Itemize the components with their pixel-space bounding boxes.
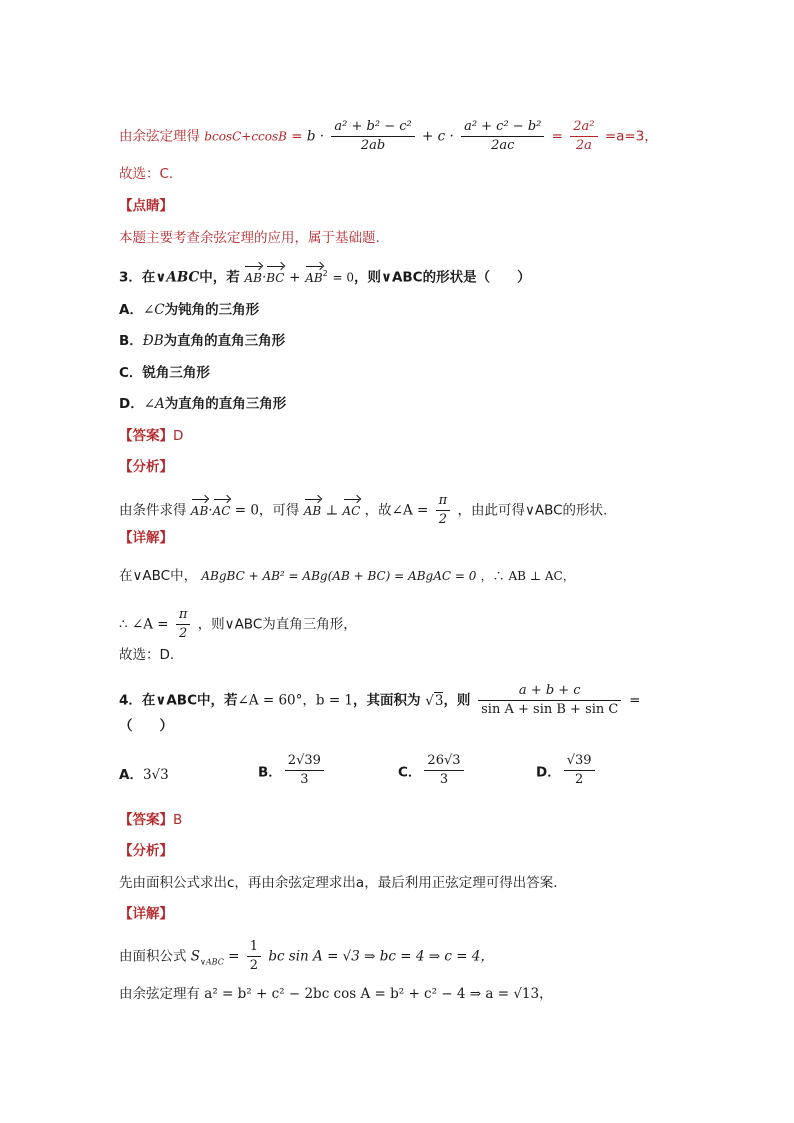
q3-option-d[interactable]: D．∠A为直角的直角三角形	[119, 396, 287, 412]
eq-sign-2: =	[551, 128, 563, 145]
choice-c-line: 故选：C.	[119, 166, 174, 182]
q4-option-d[interactable]: D． $\frac{√39}{2}$	[536, 752, 598, 789]
fraction-1: $\frac{\text{a² + b² − c²}}{2ab}$	[331, 118, 414, 155]
q4-analysis: 先由面积公式求出c，再由余弦定理求出a，最后利用正弦定理可得出答案.	[119, 875, 558, 891]
vec-ab-2: AB	[305, 268, 322, 288]
q4-option-a[interactable]: A．3√3	[119, 767, 169, 783]
q4-stem: 4．在∨ABC中，若∠A = 60°，b = 1，其面积为 √3，则 $\frac{a + b + c}{\text{sin A + sin B + sin C}}$ =	[119, 683, 641, 717]
vec-bc: BC	[266, 268, 284, 288]
q4-fraction: $\frac{a + b + c}{\text{sin A + sin B + sin C}}$	[478, 682, 621, 719]
q3-detail-1: 在∨ABC中， ABgBC + AB² = ABg(AB + BC) = ABgAC = 0 ，∴ AB ⊥ AC，	[119, 568, 575, 584]
pi-over-2-b: $\frac{\pi}{2}$	[176, 606, 191, 643]
lhs-expr: bcosC+ccosB	[204, 129, 287, 144]
q3-answer: 【答案】D	[119, 428, 184, 444]
q3-detail-header: 【详解】	[119, 530, 173, 546]
q4-detail-header: 【详解】	[119, 906, 173, 922]
fraction-2: $\frac{\text{a² + c² − b²}}{2ac}$	[461, 118, 544, 155]
q3-option-c[interactable]: C．锐角三角形	[119, 365, 210, 381]
q4-option-c[interactable]: C． $\frac{26√3}{3}$	[398, 752, 467, 789]
q3-choice: 故选：D.	[119, 647, 175, 663]
q4-detail-1: 由面积公式 $S_{\vee ABC}$ = $\frac{1}{2}$ bc sin A = √3 ⇒ bc = 4 ⇒ c = 4，	[119, 939, 494, 973]
q4-analysis-header: 【分析】	[119, 843, 173, 859]
q3-option-a[interactable]: A．∠C为钝角的三角形	[119, 302, 260, 318]
q4-detail-2: 由余弦定理有 a² = b² + c² − 2bc cos A = b² + c² − 4 ⇒ a = √13，	[119, 986, 553, 1002]
q3-stem: 3．在∨ABC中，若 $AB\cdot BC + AB^2 = 0$，则∨ABC的形状是（ ）	[119, 269, 531, 286]
pi-over-2: $\frac{\pi}{2}$	[436, 492, 451, 529]
c-coef: + c ·	[422, 128, 454, 145]
detail-expression: ABgBC + AB² = ABg(AB + BC) = ABgAC = 0	[201, 569, 477, 583]
q3-analysis: 由条件求得 AB·AC = 0，可得 AB ⊥ AC ，故∠A = $\frac{\pi}{2}$ ，由此可得∨ABC的形状.	[119, 493, 608, 527]
q4-paren: （ ）	[119, 718, 173, 734]
fraction-3: $\frac{\text{2a²}}{2a}$	[570, 118, 597, 155]
eq-sign: =	[291, 128, 303, 145]
q3-option-b[interactable]: B．ÐB为直角的直角三角形	[119, 333, 286, 349]
b-coef: b ·	[306, 128, 325, 145]
q4-answer: 【答案】B	[119, 812, 183, 828]
dianjing-header: 【点睛】	[119, 198, 173, 214]
q3-detail-2: ∴ ∠A = $\frac{\pi}{2}$ ，则∨ABC为直角三角形，	[119, 607, 357, 641]
vec-ab: AB	[244, 268, 261, 288]
result-text: =a=3，	[604, 128, 658, 145]
q4-option-b[interactable]: B． $\frac{2√39}{3}$	[258, 752, 327, 789]
dianjing-text: 本题主要考查余弦定理的应用，属于基础题.	[119, 230, 380, 246]
q3-analysis-header: 【分析】	[119, 459, 173, 475]
cosine-law-line	[119, 118, 658, 155]
intro-text: 由余弦定理得	[119, 128, 200, 145]
